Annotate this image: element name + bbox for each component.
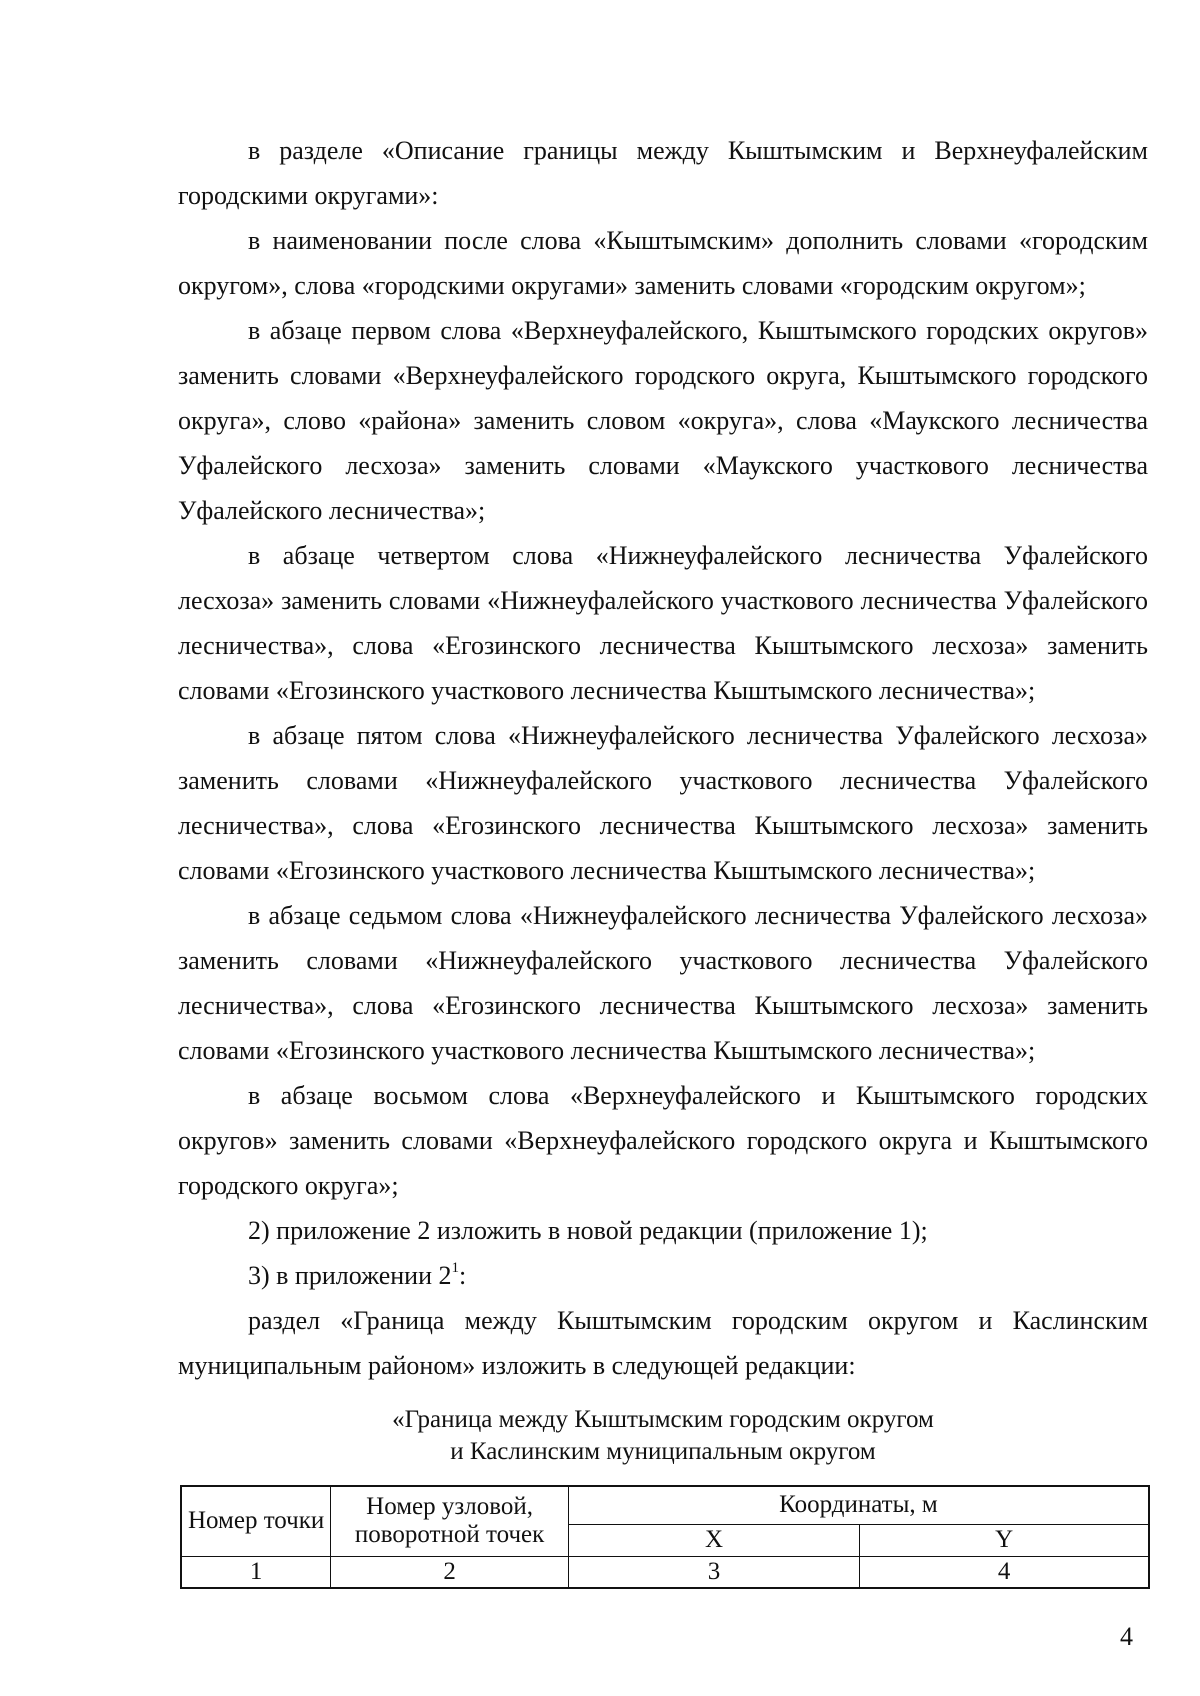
header-node-number: Номер узловой, поворотной точек (331, 1486, 569, 1556)
item3-suffix: : (459, 1261, 467, 1290)
header-x: X (568, 1524, 859, 1556)
section-title-line1: «Граница между Кыштымским городским округом (392, 1406, 934, 1433)
paragraph: в абзаце четвертом слова «Нижнеуфалейского лесничества Уфалейского лесхоза» заменить словами «Нижнеуфалейского участкового лесничества Уфалейского лесничества», слова «Егозинского лесничества Кыштымского лесхоза» заменить словами «Егозинского участкового лесничества Кыштымского лесничества»; (178, 541, 1148, 705)
column-number-cell: 4 (860, 1556, 1149, 1588)
page-number: 4 (1120, 1622, 1133, 1651)
item3-superscript: 1 (451, 1260, 459, 1277)
coordinates-table (180, 1485, 1150, 1589)
item3-prefix: 3) в приложении 2 (248, 1261, 452, 1290)
paragraph: в абзаце седьмом слова «Нижнеуфалейского лесничества Уфалейского лесхоза» заменить словами «Нижнеуфалейского участкового лесничества Уфалейского лесничества», слова «Егозинского лесничества Кыштымского лесхоза» заменить словами «Егозинского участкового лесничества Кыштымского лесничества»; (178, 901, 1148, 1065)
column-number-cell: 3 (568, 1556, 859, 1588)
paragraph: в абзаце восьмом слова «Верхнеуфалейского и Кыштымского городских округов» заменить словами «Верхнеуфалейского городского округа и Кыштымского городского округа»; (178, 1081, 1148, 1200)
paragraph: в абзаце пятом слова «Нижнеуфалейского лесничества Уфалейского лесхоза» заменить словами «Нижнеуфалейского участкового лесничества Уфалейского лесничества», слова «Егозинского лесничества Кыштымского лесхоза» заменить словами «Егозинского участкового лесничества Кыштымского лесничества»; (178, 721, 1148, 885)
paragraph: в разделе «Описание границы между Кыштымским и Верхнеуфалейским городскими округами»: (178, 136, 1148, 210)
paragraph: раздел «Граница между Кыштымским городским округом и Каслинским муниципальным районом» изложить в следующей редакции: (178, 1306, 1148, 1380)
section-title (178, 1404, 1148, 1468)
section-title-line2: и Каслинским муниципальным округом (450, 1438, 876, 1465)
header-y: Y (860, 1524, 1149, 1556)
paragraph-item-3 (178, 1253, 1148, 1298)
body-text (178, 128, 1148, 1388)
paragraph: в наименовании после слова «Кыштымским» дополнить словами «городским округом», слова «городскими округами» заменить словами «городским округом»; (178, 226, 1148, 300)
header-point-number: Номер точки (181, 1486, 331, 1556)
column-number-cell: 1 (181, 1556, 331, 1588)
paragraph: в абзаце первом слова «Верхнеуфалейского, Кыштымского городских округов» заменить словами «Верхнеуфалейского городского округа, Кыштымского городского округа», слово «района» заменить словом «округа», слова «Маукского лесничества Уфалейского лесхоза» заменить словами «Маукского участкового лесничества Уфалейского лесничества»; (178, 316, 1148, 525)
header-coordinates: Координаты, м (568, 1486, 1149, 1524)
column-number-cell: 2 (331, 1556, 569, 1588)
paragraph: 2) приложение 2 изложить в новой редакции (приложение 1); (248, 1216, 928, 1245)
